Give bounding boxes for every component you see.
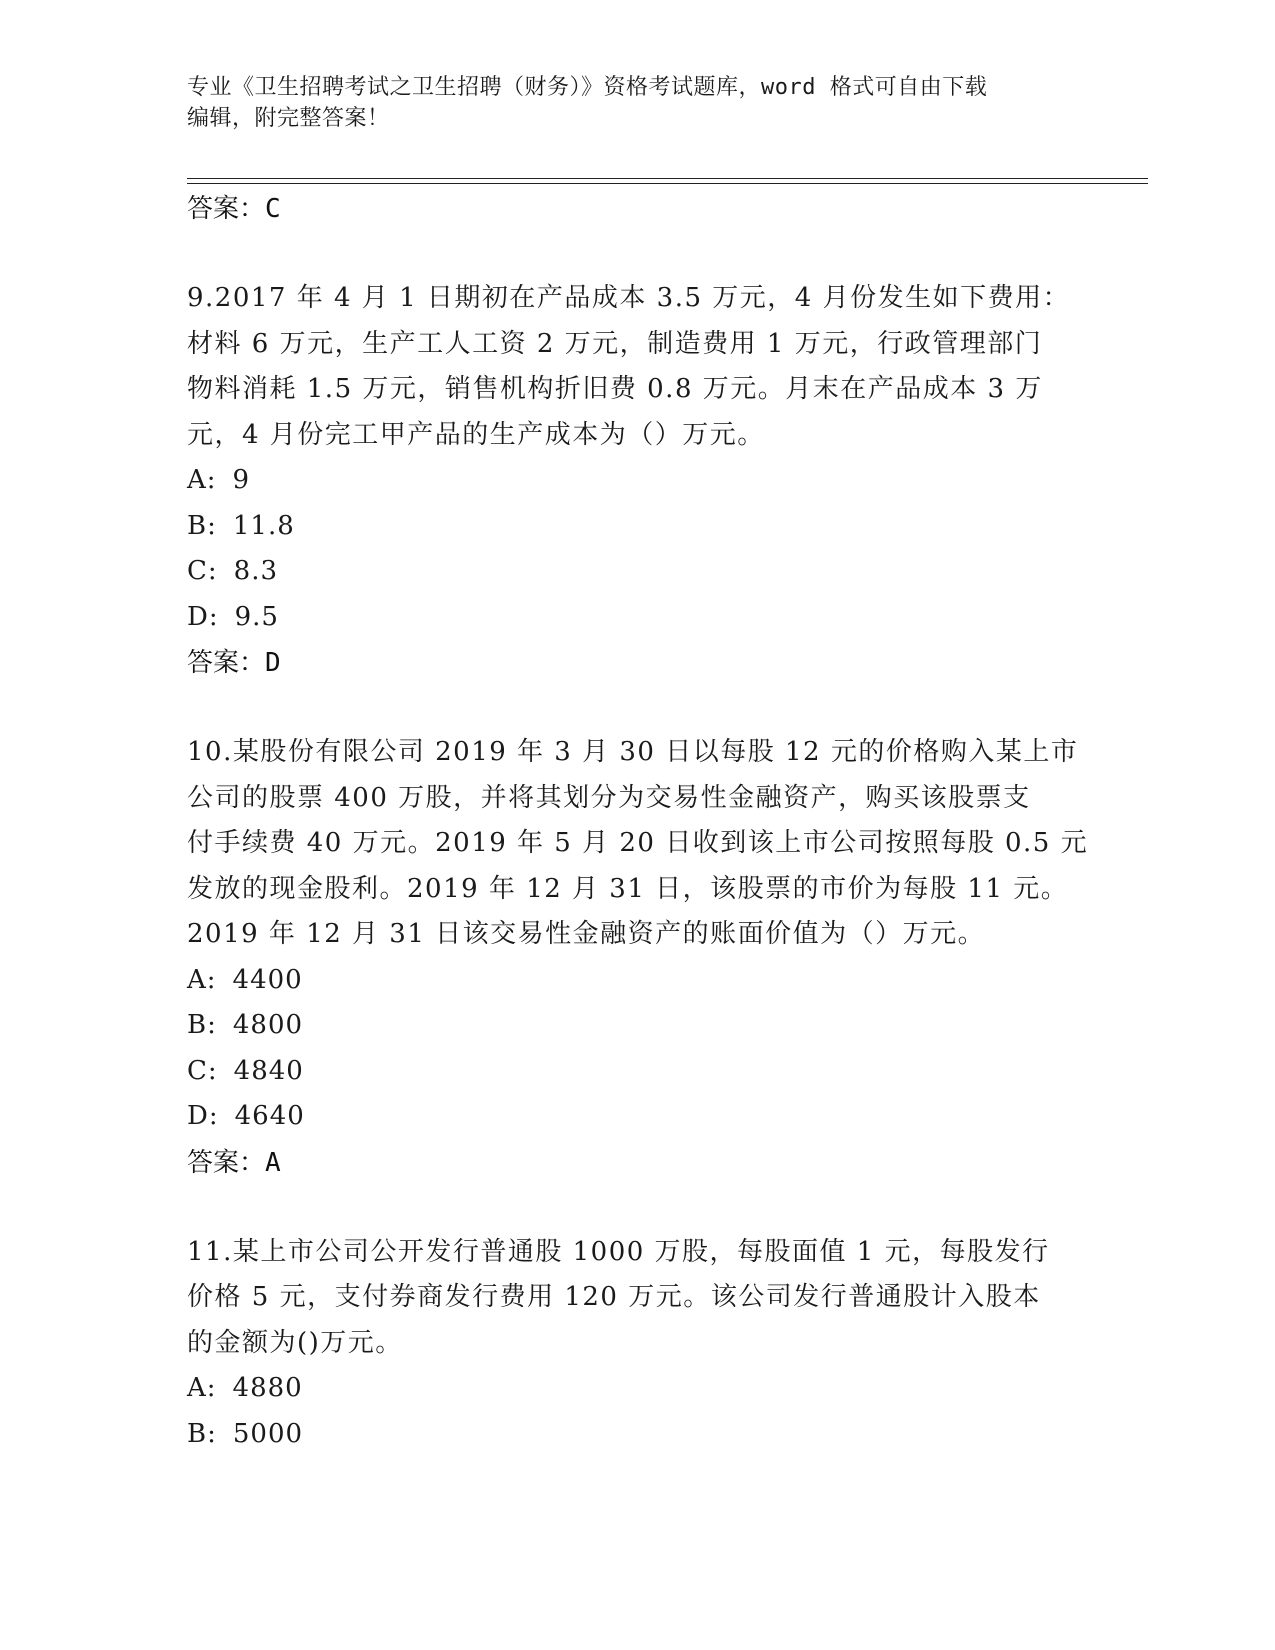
- answer-line: [187, 186, 1087, 232]
- option-key: C:: [187, 1055, 218, 1086]
- option-key: B:: [187, 510, 217, 541]
- option-key: C:: [187, 556, 218, 586]
- question-text: [187, 1230, 1087, 1367]
- option-text: 5000: [232, 1418, 304, 1449]
- option-c: [187, 1049, 1087, 1095]
- answer-line: [187, 1140, 1087, 1186]
- question-line: 付手续费 40 万元。2019 年 5 月 20 日收到该上市公司按照每股 0.5 元: [187, 828, 1089, 858]
- option-text: 9.5: [234, 601, 279, 632]
- option-text: 8.3: [233, 556, 279, 586]
- option-d: [187, 1094, 1087, 1140]
- option-key: B:: [187, 1010, 217, 1040]
- option-text: 4880: [232, 1373, 303, 1403]
- option-text: 9: [232, 465, 251, 495]
- question-text: [187, 276, 1087, 458]
- answer-value: C: [265, 194, 281, 224]
- option-c: [187, 549, 1087, 595]
- question-line: 价格 5 元，支付券商发行费用 120 万元。该公司发行普通股计入股本: [187, 1282, 1041, 1312]
- question-block: [187, 276, 1087, 686]
- option-text: 11.8: [232, 510, 295, 541]
- spacer: [187, 232, 1087, 276]
- option-key: D:: [187, 601, 219, 632]
- option-b: [187, 1412, 1087, 1458]
- question-line: 的金额为()万元。: [187, 1327, 403, 1358]
- document-header: [187, 72, 1087, 134]
- option-a: [187, 458, 1087, 504]
- question-line: 物料消耗 1.5 万元，销售机构折旧费 0.8 万元。月末在产品成本 3 万: [187, 374, 1043, 404]
- answer-value: D: [265, 648, 281, 678]
- header-line: 编辑，附完整答案！: [187, 106, 390, 131]
- question-block: [187, 1230, 1087, 1458]
- question-line: 9.2017 年 4 月 1 日期初在产品成本 3.5 万元，4 月份发生如下费用：: [187, 283, 1071, 313]
- spacer: [187, 686, 1087, 730]
- option-a: [187, 1366, 1087, 1412]
- question-line: 材料 6 万元，生产工人工资 2 万元，制造费用 1 万元，行政管理部门: [187, 328, 1043, 359]
- option-key: A:: [187, 465, 217, 495]
- question-line: 发放的现金股利。2019 年 12 月 31 日，该股票的市价为每股 11 元。: [187, 873, 1069, 904]
- question-line: 公司的股票 400 万股，并将其划分为交易性金融资产，购买该股票支: [187, 782, 1031, 813]
- answer-label: 答案：: [187, 1147, 266, 1178]
- answer-line: [187, 640, 1087, 686]
- option-text: 4800: [232, 1010, 304, 1040]
- header-divider: [187, 183, 1148, 184]
- option-text: 4840: [233, 1055, 304, 1086]
- answer-label: 答案：: [187, 194, 266, 224]
- question-line: 10.某股份有限公司 2019 年 3 月 30 日以每股 12 元的价格购入某上市: [187, 737, 1079, 767]
- answer-value: A: [265, 1147, 281, 1178]
- question-line: 11.某上市公司公开发行普通股 1000 万股，每股面值 1 元，每股发行: [187, 1236, 1050, 1267]
- option-d: [187, 595, 1087, 641]
- question-block: [187, 730, 1087, 1186]
- option-key: A:: [187, 964, 217, 995]
- question-line: 元，4 月份完工甲产品的生产成本为（）万元。: [187, 419, 765, 450]
- answer-label: 答案：: [187, 648, 266, 678]
- header-line: 专业《卫生招聘考试之卫生招聘（财务）》资格考试题库，word 格式可自由下载: [187, 75, 988, 100]
- option-b: [187, 1003, 1087, 1049]
- spacer: [187, 1186, 1087, 1230]
- option-a: [187, 958, 1087, 1004]
- option-key: A:: [187, 1373, 217, 1403]
- option-text: 4400: [232, 964, 303, 995]
- option-key: D:: [187, 1101, 219, 1131]
- question-line: 2019 年 12 月 31 日该交易性金融资产的账面价值为（）万元。: [187, 919, 986, 949]
- option-key: B:: [187, 1418, 217, 1449]
- header-divider: [187, 178, 1148, 179]
- option-b: [187, 504, 1087, 550]
- option-text: 4640: [234, 1101, 305, 1131]
- question-text: [187, 730, 1087, 958]
- question-list: [187, 186, 1087, 1457]
